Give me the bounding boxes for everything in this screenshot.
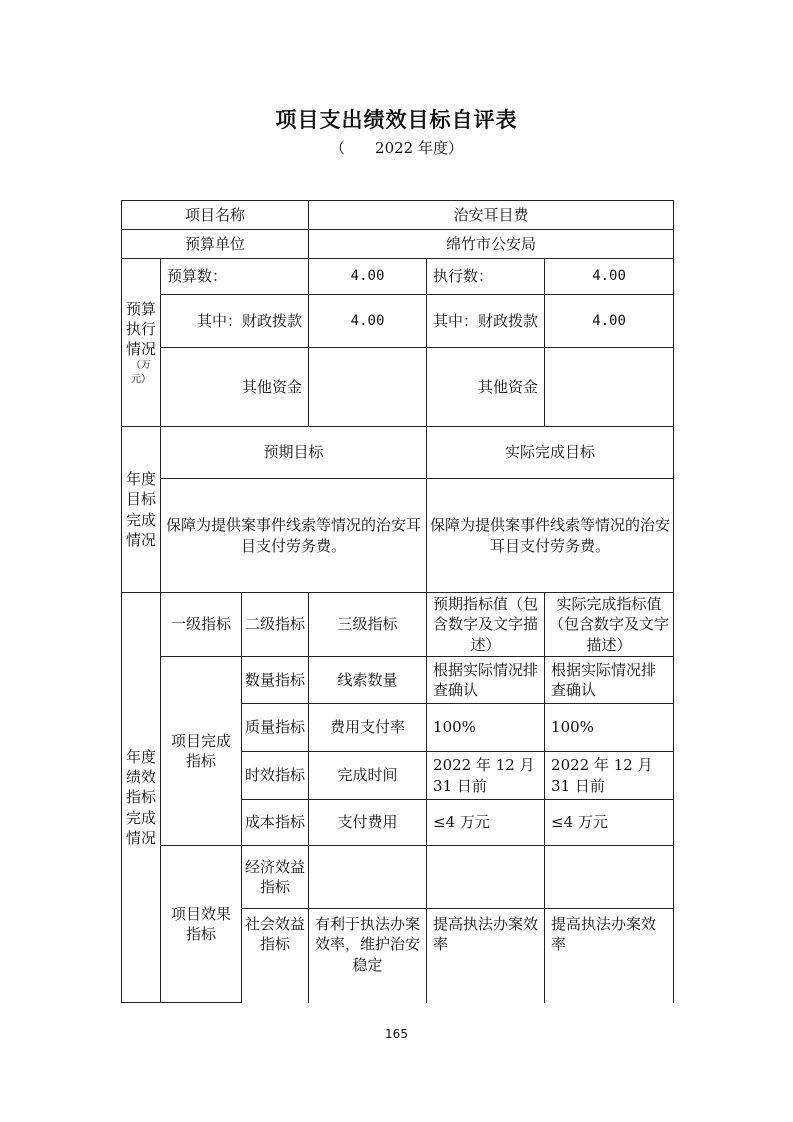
- row-level3: [309, 846, 427, 909]
- row-level3: 有利于执法办案效率，维护治安稳定: [309, 909, 427, 1003]
- budget-exec-label-main: 预算执行情况: [125, 299, 156, 359]
- header-level2: 二级指标: [242, 593, 309, 657]
- row-level3: 线索数量: [309, 657, 427, 704]
- expected-goal-header: 预期目标: [161, 427, 427, 479]
- row-actual: 100%: [545, 704, 674, 752]
- row-actual: [545, 846, 674, 909]
- fiscal-allocation-label-1: 其中：财政拨款: [161, 295, 309, 348]
- row-level3: 支付费用: [309, 800, 427, 846]
- header-level3: 三级指标: [309, 593, 427, 657]
- header-actual: 实际完成指标值（包含数字及文字描述）: [545, 593, 674, 657]
- row-level3: 费用支付率: [309, 704, 427, 752]
- fiscal-allocation-value-2: 4.00: [545, 295, 674, 348]
- budget-unit-label: 预算单位: [122, 230, 309, 259]
- other-funds-value-2: [545, 348, 674, 427]
- row-expected: 提高执法办案效率: [427, 909, 545, 1003]
- actual-goal-text: 保障为提供案事件线索等情况的治安耳目支付劳务费。: [427, 479, 674, 593]
- budget-exec-label-unit: （万元）: [131, 360, 151, 385]
- row-level2: 社会效益指标: [242, 909, 309, 1003]
- row-level2: 成本指标: [242, 800, 309, 846]
- project-name-label: 项目名称: [122, 201, 309, 230]
- annual-goal-label: 年度目标完成情况: [122, 427, 161, 593]
- fiscal-allocation-label-2: 其中：财政拨款: [427, 295, 545, 348]
- row-expected: 根据实际情况排查确认: [427, 657, 545, 704]
- row-level2: 经济效益指标: [242, 846, 309, 909]
- budget-exec-label: [122, 259, 161, 427]
- page-number: 165: [385, 1027, 408, 1041]
- performance-table: [121, 200, 674, 1003]
- header-expected: 预期指标值（包含数字及文字描述）: [427, 593, 545, 657]
- header-level1: 一级指标: [161, 593, 242, 657]
- other-funds-value-1: [309, 348, 427, 427]
- group-completion-label: 项目完成指标: [161, 657, 242, 846]
- row-actual: ≤4 万元: [545, 800, 674, 846]
- row-level2: 数量指标: [242, 657, 309, 704]
- row-expected: 2022 年 12 月 31 日前: [427, 752, 545, 800]
- performance-label: 年度绩效指标完成情况: [122, 593, 161, 1003]
- subtitle-open-paren: （: [330, 139, 346, 157]
- expected-goal-text: 保障为提供案事件线索等情况的治安耳目支付劳务费。: [161, 479, 427, 593]
- actual-goal-header: 实际完成目标: [427, 427, 674, 479]
- row-level2: 时效指标: [242, 752, 309, 800]
- subtitle-year: 2022 年度）: [375, 139, 463, 157]
- document-title: 项目支出绩效目标自评表: [275, 107, 518, 132]
- row-level2: 质量指标: [242, 704, 309, 752]
- project-name-value: 治安耳目费: [309, 201, 674, 230]
- group-effect-label: 项目效果指标: [161, 846, 242, 1003]
- budget-amount-label: 预算数：: [161, 259, 309, 295]
- budget-unit-value: 绵竹市公安局: [309, 230, 674, 259]
- fiscal-allocation-value-1: 4.00: [309, 295, 427, 348]
- other-funds-label-2: 其他资金: [427, 348, 545, 427]
- document-subtitle: [0, 137, 793, 158]
- row-actual: 提高执法办案效率: [545, 909, 674, 1003]
- exec-amount-label: 执行数：: [427, 259, 545, 295]
- row-expected: ≤4 万元: [427, 800, 545, 846]
- budget-amount-value: 4.00: [309, 259, 427, 295]
- exec-amount-value: 4.00: [545, 259, 674, 295]
- row-level3: 完成时间: [309, 752, 427, 800]
- row-expected: [427, 846, 545, 909]
- other-funds-label-1: 其他资金: [161, 348, 309, 427]
- row-actual: 2022 年 12 月 31 日前: [545, 752, 674, 800]
- row-actual: 根据实际情况排查确认: [545, 657, 674, 704]
- row-expected: 100%: [427, 704, 545, 752]
